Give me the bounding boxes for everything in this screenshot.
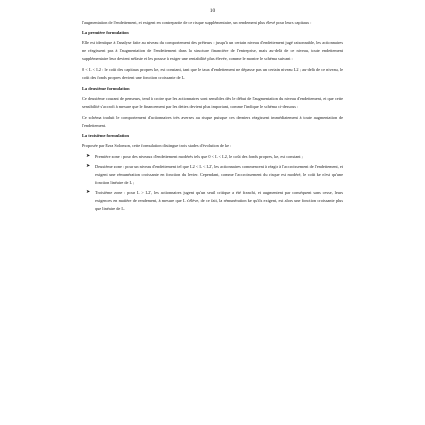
zone-text: Première zone : pour des niveaux d'endettement modérés tels que 0 < L < L2, le coût des fonds propres, ke, est constant ;	[95, 154, 303, 160]
second-formulation-paragraph: Ce deuxième courant de penseurs, tend à croire que les actionnaires sont sensibles dès le début de l'augmentation du niveau d'endettement, et que cette sensibilité s'accroît à mesure que le financement par les dettes devient plus important, comme l'indique le schéma ci-dessous :	[82, 95, 343, 109]
page-number: 10	[209, 8, 216, 14]
third-formulation-intro: Proposée par Ezra Solomon, cette formulation distingue trois stades d'évolution de ke :	[82, 142, 232, 148]
zone-text: Troisième zone : pour L > L2', les actionnaires jugent qu'un seuil critique a été franchi, et augmentent par conséquent sans cesse, leurs exigences en matière de rendement, à mesure que L s'élève, de ce fait, la rémunération ke qu'ils exigent, est alors une fonction croissante plus que linéaire de L.	[95, 190, 343, 212]
zone-list	[86, 153, 343, 213]
intro-paragraph: l'augmentation de l'endettement, et exigent en contrepartie de ce risque supplémentaire, un rendement plus élevé pour leurs capitaux :	[82, 20, 312, 25]
arrow-bullet-icon: ➤	[86, 164, 91, 170]
first-formulation-condition: 0 < L < L2 : le coût des capitaux propres ke, est constant, tant que le taux d'endettement ne dépasse pas un certain niveau L2 ; au-delà de ce niveau, le coût des fonds propres devient une fonction croissante de L.	[82, 67, 343, 81]
arrow-bullet-icon: ➤	[86, 154, 91, 160]
section-title-second-formulation: La deuxième formulation	[82, 85, 130, 91]
arrow-bullet-icon: ➤	[86, 190, 91, 196]
zone-text: Deuxième zone : pour un niveau d'endettement tel que L2 < L < L2', les actionnaires commencent à réagir à l'accroissement de l'endettement, et exigent une rémunération croissante en fonction du levier. Cependant, comme l'accroissement du risque est modéré, le coût ke n'est qu'une fonction linéaire de L ;	[95, 164, 343, 186]
list-item	[86, 189, 343, 213]
first-formulation-paragraph: Elle est identique à l'analyse faite au niveau du comportement des prêteurs : jusqu'à un certain niveau d'endettement jugé raisonnable, les actionnaires ne réagissent pas à l'augmentation de l'endettement dans la structure financière de l'entreprise, mais au-delà de ce niveau, toute endettement supplémentaire leur devient néfaste et les pousse à exiger une rentabilité plus élevée, comme le montre le schéma suivant :	[82, 40, 343, 62]
section-title-first-formulation: La première formulation	[82, 30, 129, 36]
list-item	[86, 163, 343, 187]
section-title-third-formulation: La troisième formulation	[82, 132, 129, 138]
second-formulation-comment: Ce schéma traduit le comportement d'actionnaires très averses au risque puisque ces derniers réagissent immédiatement à toute augmentation de l'endettement.	[82, 114, 343, 128]
list-item	[86, 153, 343, 161]
